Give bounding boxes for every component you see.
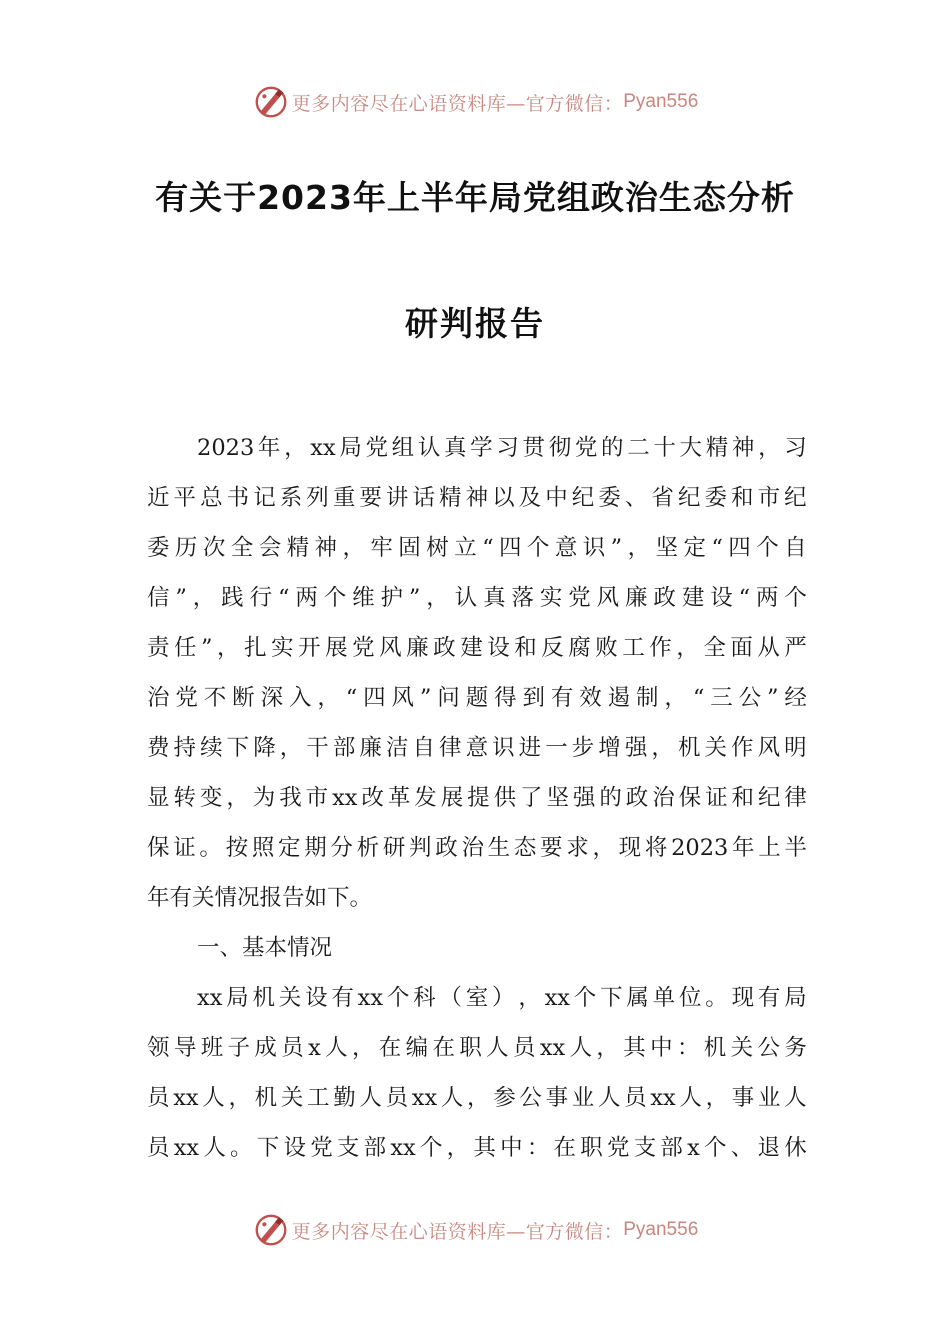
text-line: 治 党 不 断 深 入 ， “ 四 风 ” 问 题 得 到 有 效 遏 制 ， “ 三 公 ” 经 — [147, 685, 807, 711]
pen-seal-icon — [252, 83, 290, 121]
watermark-wechat-id: Pyan556 — [623, 1219, 699, 1240]
text-line: xx 局 机 关 设 有 xx 个 科 （ 室 ） ， xx 个 下 属 单 位 。 现 有 局 — [197, 985, 807, 1011]
footer-watermark — [0, 1210, 950, 1250]
text-line: 2023 年 ， xx 局 党 组 认 真 学 习 贯 彻 党 的 二 十 大 精 神 ， 习 — [197, 435, 807, 461]
paragraph-1 — [147, 427, 807, 927]
text-line: 显 转 变 ， 为 我 市 xx 改 革 发 展 提 供 了 坚 强 的 政 治 保 证 和 纪 律 — [147, 785, 807, 811]
header-watermark — [0, 82, 950, 122]
watermark-text: 更多内容尽在心语资料库—官方微信： — [291, 1220, 624, 1243]
text-line: 领 导 班 子 成 员 x 人 ， 在 编 在 职 人 员 xx 人 ， 其 中 ： 机 关 公 务 — [147, 1035, 807, 1061]
paragraph-2 — [147, 977, 807, 1177]
watermark-text: 更多内容尽在心语资料库—官方微信： — [291, 92, 624, 115]
text-line: 近 平 总 书 记 系 列 重 要 讲 话 精 神 以 及 中 纪 委 、 省 纪 委 和 市 纪 — [147, 485, 807, 511]
text-line: 员 xx 人 。 下 设 党 支 部 xx 个 ， 其 中 ： 在 职 党 支 部 x 个 、 退 休 — [147, 1135, 807, 1161]
section-heading-basic-info: 一、基本情况 — [197, 935, 333, 961]
text-line: 年有关情况报告如下。 — [147, 885, 373, 911]
document-body — [147, 427, 807, 1177]
document-title-line1: 有关于2023年上半年局党组政治生态分析 — [155, 178, 795, 217]
watermark-wechat-id: Pyan556 — [623, 91, 699, 112]
text-line: 信 ” ， 践 行 “ 两 个 维 护 ” ， 认 真 落 实 党 风 廉 政 建 设 “ 两 个 — [147, 585, 807, 611]
document-title-line2: 研判报告 — [405, 304, 545, 343]
text-line: 保 证 。 按 照 定 期 分 析 研 判 政 治 生 态 要 求 ， 现 将 2023 年 上 半 — [147, 835, 807, 861]
pen-seal-icon — [252, 1211, 290, 1249]
text-line: 费 持 续 下 降 ， 干 部 廉 洁 自 律 意 识 进 一 步 增 强 ， 机 关 作 风 明 — [147, 735, 807, 761]
text-line: 责 任 ” ， 扎 实 开 展 党 风 廉 政 建 设 和 反 腐 败 工 作 ， 全 面 从 严 — [147, 635, 807, 661]
text-line: 员 xx 人 ， 机 关 工 勤 人 员 xx 人 ， 参 公 事 业 人 员 xx 人 ， 事 业 人 — [147, 1085, 807, 1111]
text-line: 委 历 次 全 会 精 神 ， 牢 固 树 立 “ 四 个 意 识 ” ， 坚 定 “ 四 个 自 — [147, 535, 807, 561]
